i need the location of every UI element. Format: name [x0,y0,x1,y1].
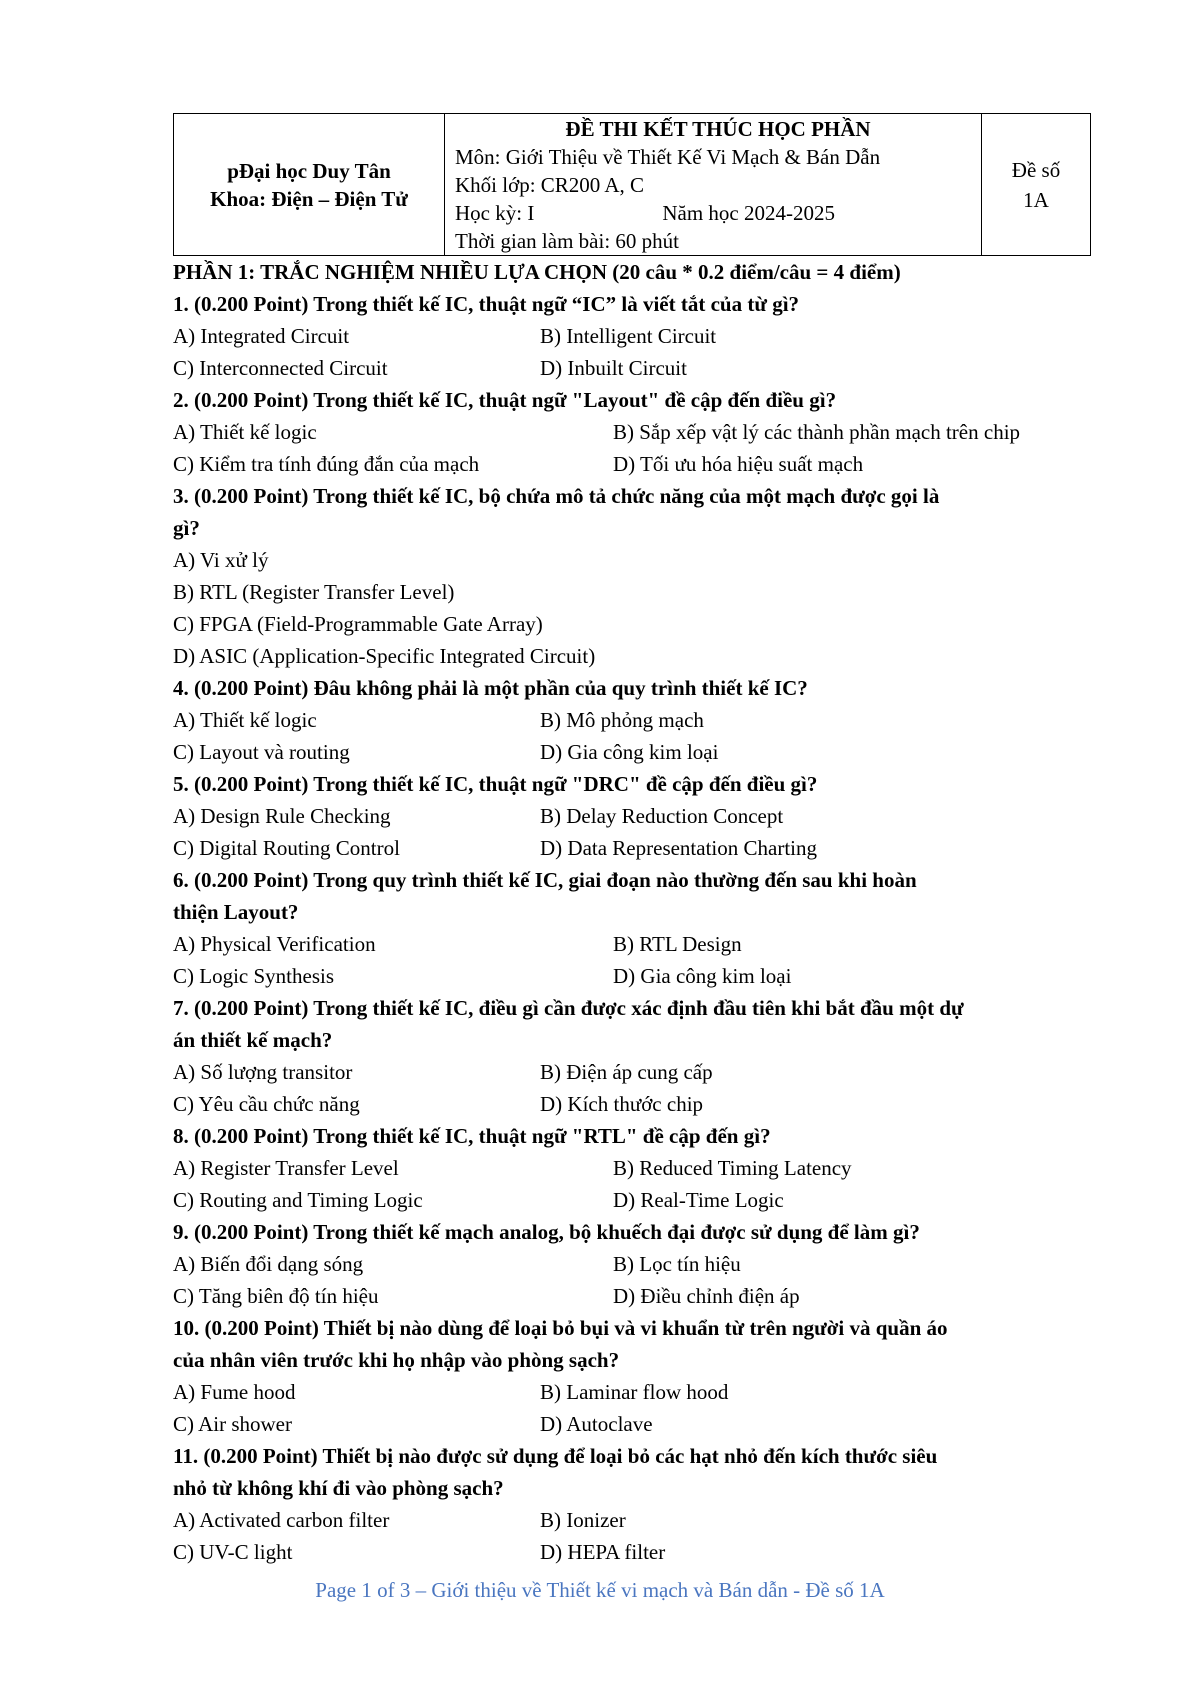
exam-class: Khối lớp: CR200 A, C [455,172,645,197]
answer-option: C) Tăng biên độ tín hiệu [173,1284,379,1308]
answer-option: D) HEPA filter [540,1540,666,1564]
answer-row [173,800,1089,832]
answer-row [173,928,1089,960]
answer-option: C) UV-C light [173,1540,293,1564]
question-text-line: 11. (0.200 Point) Thiết bị nào được sử dụng để loại bỏ các hạt nhỏ đến kích thước siêu [173,1444,938,1468]
exam-subject: Môn: Giới Thiệu về Thiết Kế Vi Mạch & Bán Dẫn [455,144,881,169]
question-text-line: 3. (0.200 Point) Trong thiết kế IC, bộ chứa mô tả chức năng của một mạch được gọi là [173,484,940,508]
header-table [173,113,1091,256]
answer-option: A) Thiết kế logic [173,420,317,444]
answer-option: A) Design Rule Checking [173,804,391,828]
answer-option: D) Data Representation Charting [540,836,817,860]
answer-option: A) Vi xử lý [173,548,269,572]
answer-row [173,416,1089,448]
question-text-line: thiện Layout? [173,900,299,924]
question-text-line: nhỏ từ không khí đi vào phòng sạch? [173,1476,504,1500]
question-text: 8. (0.200 Point) Trong thiết kế IC, thuật ngữ "RTL" đề cập đến gì? [173,1124,771,1148]
answer-option: B) Sắp xếp vật lý các thành phần mạch trên chip [613,420,1021,444]
answer-option: B) Laminar flow hood [540,1380,729,1404]
answer-option: C) Interconnected Circuit [173,356,388,380]
answer-option: D) Inbuilt Circuit [540,356,687,380]
answer-row [173,1376,1089,1408]
question-text-line: 7. (0.200 Point) Trong thiết kế IC, điều gì cần được xác định đầu tiên khi bắt đầu một dự [173,996,964,1020]
answer-option: A) Integrated Circuit [173,324,350,348]
section-title: PHẦN 1: TRẮC NGHIỆM NHIỀU LỰA CHỌN (20 câu * 0.2 điểm/câu = 4 điểm) [173,260,901,284]
exam-page [173,113,1089,1568]
answer-row [173,1152,1089,1184]
answer-row [173,1088,1089,1120]
question-text-line: 6. (0.200 Point) Trong quy trình thiết kế IC, giai đoạn nào thường đến sau khi hoàn [173,868,917,892]
answer-option: B) Điện áp cung cấp [540,1060,713,1084]
question-text-line: của nhân viên trước khi họ nhập vào phòng sạch? [173,1348,620,1372]
answer-option: C) Yêu cầu chức năng [173,1092,360,1116]
answer-option: C) Routing and Timing Logic [173,1188,423,1212]
answer-option: B) Reduced Timing Latency [613,1156,852,1180]
answer-row [173,1408,1089,1440]
answer-option: A) Thiết kế logic [173,708,317,732]
exam-semester: Học kỳ: I [455,200,535,225]
answer-option: D) Real-Time Logic [613,1188,784,1212]
header-exam-code [982,114,1091,256]
header-institution [174,114,445,256]
answer-option: A) Activated carbon filter [173,1508,390,1532]
question-text-line: 10. (0.200 Point) Thiết bị nào dùng để loại bỏ bụi và vi khuẩn từ trên người và quần áo [173,1316,948,1340]
page-footer: Page 1 of 3 – Giới thiệu về Thiết kế vi mạch và Bán dẫn - Đề số 1A [315,1578,885,1602]
answer-row [173,832,1089,864]
answer-option: C) Air shower [173,1412,292,1436]
answer-option: B) RTL (Register Transfer Level) [173,580,455,604]
answer-option: A) Fume hood [173,1380,296,1404]
answer-option: C) FPGA (Field-Programmable Gate Array) [173,612,543,636]
answer-option: C) Digital Routing Control [173,836,400,860]
university-name: pĐại học Duy Tân [227,158,391,183]
header-exam-info [445,114,982,256]
answer-option: D) Điều chỉnh điện áp [613,1284,800,1308]
answer-option: B) Ionizer [540,1508,626,1532]
answer-row [173,704,1089,736]
exam-year: Năm học 2024-2025 [662,200,835,225]
faculty-name: Khoa: Điện – Điện Tử [210,186,408,211]
question-text: 2. (0.200 Point) Trong thiết kế IC, thuật ngữ "Layout" đề cập đến điều gì? [173,388,837,412]
question-text-line: án thiết kế mạch? [173,1028,333,1052]
answer-row [173,352,1089,384]
answer-option: B) Mô phỏng mạch [540,708,704,732]
question-text: 1. (0.200 Point) Trong thiết kế IC, thuật ngữ “IC” là viết tắt của từ gì? [173,292,800,316]
answer-option: D) ASIC (Application-Specific Integrated Circuit) [173,644,596,668]
answer-option: C) Layout và routing [173,740,350,764]
question-text: 9. (0.200 Point) Trong thiết kế mạch analog, bộ khuếch đại được sử dụng để làm gì? [173,1220,920,1244]
question-text-line: gì? [173,516,200,540]
answer-option: B) RTL Design [613,932,742,956]
answer-row [173,1056,1089,1088]
answer-row [173,960,1089,992]
question-text: 5. (0.200 Point) Trong thiết kế IC, thuật ngữ "DRC" đề cập đến điều gì? [173,772,818,796]
answer-option: B) Delay Reduction Concept [540,804,784,828]
exam-code-label: Đề số [1011,157,1061,182]
answer-row [173,1280,1089,1312]
answer-row [173,320,1089,352]
exam-title: ĐỀ THI KẾT THÚC HỌC PHẦN [565,116,871,141]
answer-row [173,1504,1089,1536]
answer-option: C) Kiểm tra tính đúng đắn của mạch [173,452,480,476]
question-text: 4. (0.200 Point) Đâu không phải là một phần của quy trình thiết kế IC? [173,676,808,700]
answer-option: A) Biến đổi dạng sóng [173,1252,364,1276]
answer-option: B) Lọc tín hiệu [613,1252,741,1276]
answer-row [173,1248,1089,1280]
exam-duration: Thời gian làm bài: 60 phút [455,228,679,253]
answer-option: C) Logic Synthesis [173,964,334,988]
answer-option: A) Physical Verification [173,932,376,956]
answer-option: B) Intelligent Circuit [540,324,717,348]
answer-option: D) Tối ưu hóa hiệu suất mạch [613,452,864,476]
answer-row [173,736,1089,768]
answer-row [173,448,1089,480]
answer-option: A) Register Transfer Level [173,1156,399,1180]
answer-row [173,1184,1089,1216]
answer-option: D) Gia công kim loại [613,964,792,988]
exam-code-value: 1A [1023,187,1049,212]
answer-option: D) Gia công kim loại [540,740,719,764]
answer-row [173,1536,1089,1568]
answer-option: A) Số lượng transitor [173,1060,353,1084]
answer-option: D) Kích thước chip [540,1092,704,1116]
answer-option: D) Autoclave [540,1412,653,1436]
exam-term [455,199,981,227]
